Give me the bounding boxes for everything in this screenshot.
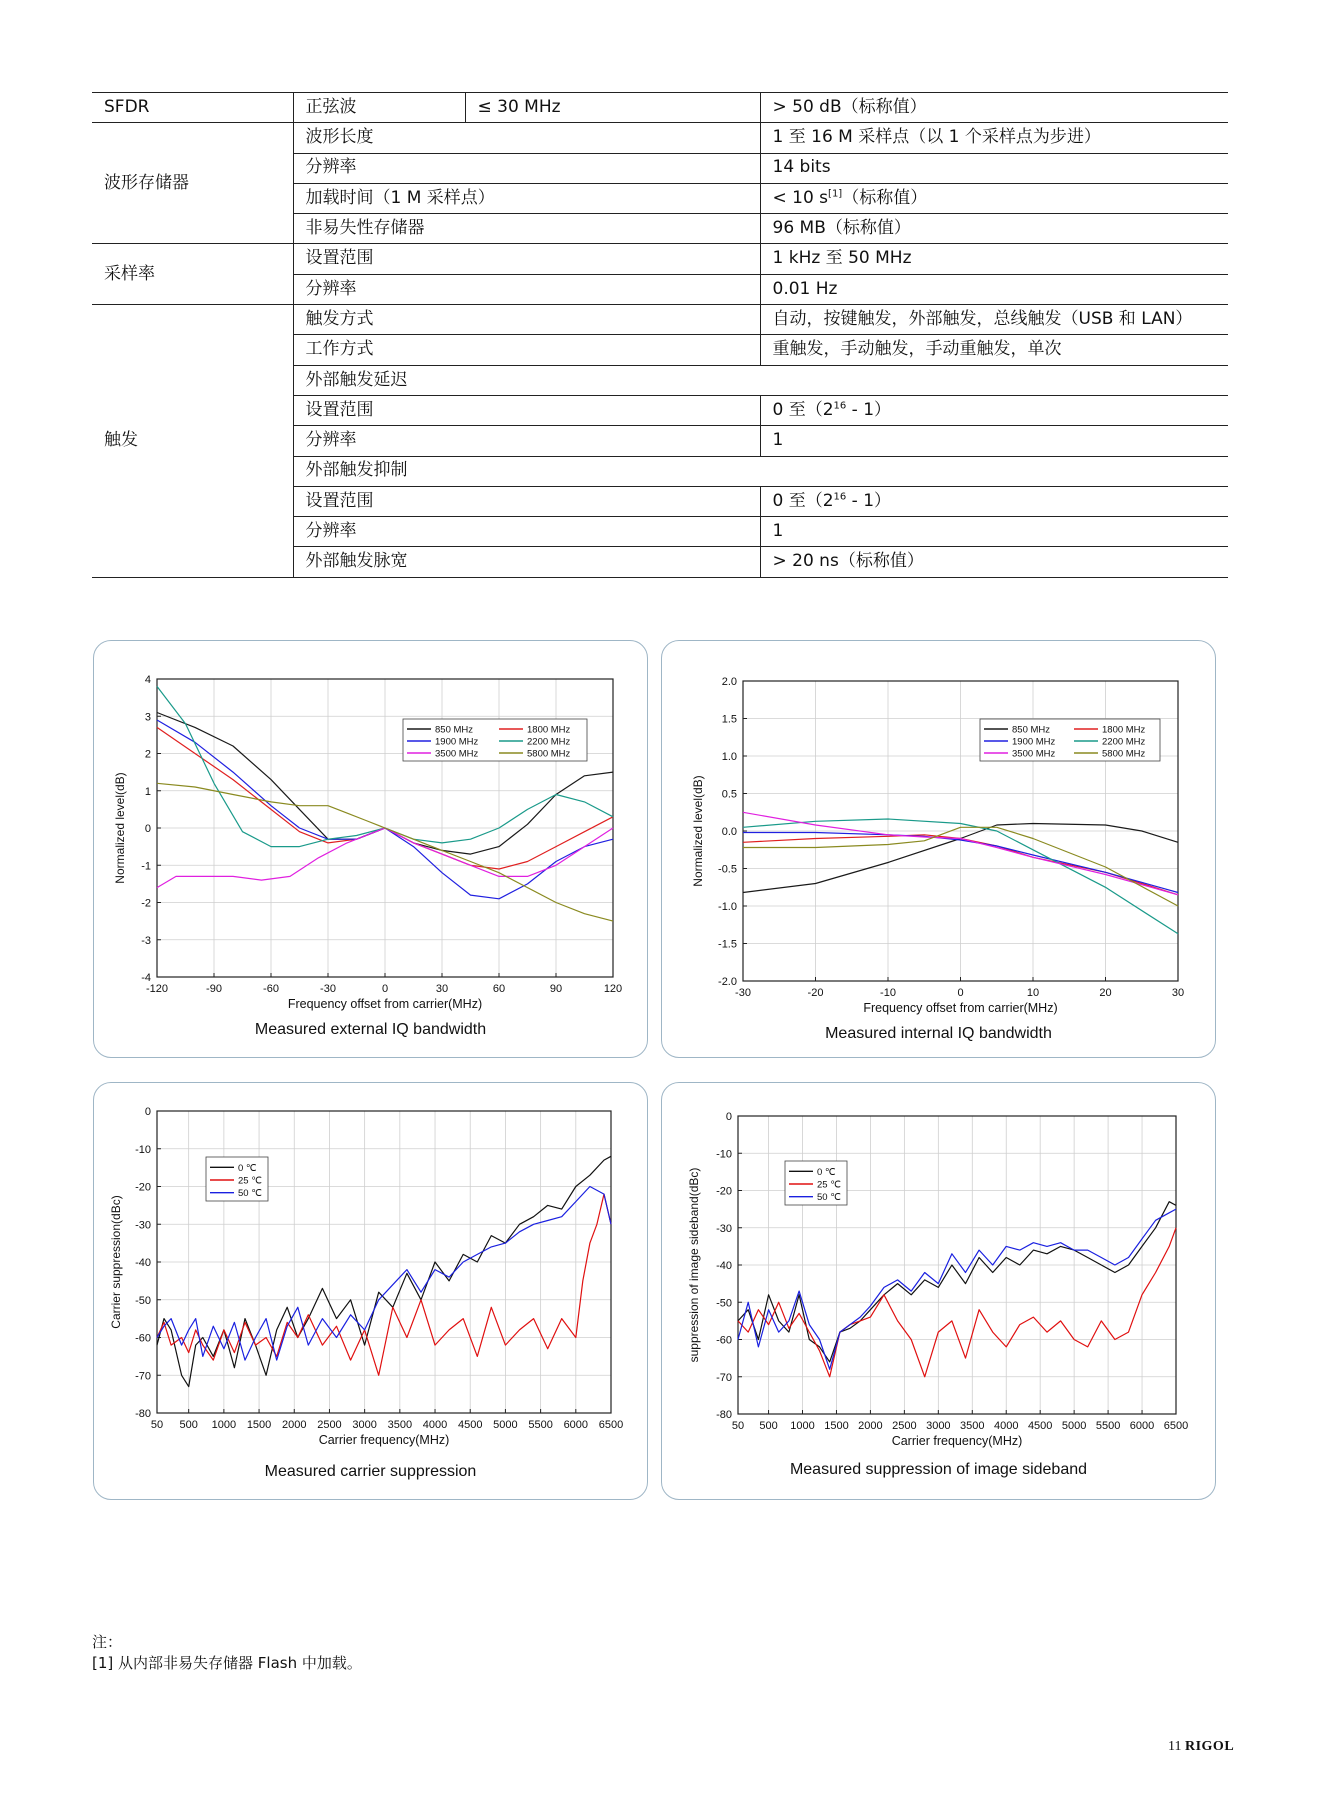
legend-label: 3500 MHz — [1012, 748, 1056, 760]
chart-title: Measured carrier suppression — [264, 1463, 477, 1480]
y-tick-label: -3 — [141, 934, 151, 947]
legend-label: 1800 MHz — [527, 724, 571, 736]
y-tick-label: -70 — [135, 1370, 151, 1383]
tick-labels — [135, 1106, 623, 1431]
value-cell: 重触发，手动触发，手动重触发，单次 — [760, 335, 1228, 365]
chart-title: Measured internal IQ bandwidth — [825, 1025, 1052, 1042]
value-suffix: - 1） — [846, 399, 892, 420]
y-tick-label: -30 — [135, 1219, 151, 1232]
x-tick-label: 4500 — [1027, 1420, 1053, 1432]
x-tick-label: 1000 — [211, 1419, 237, 1431]
value-cell: 自动，按键触发，外部触发，总线触发（USB 和 LAN） — [760, 305, 1228, 335]
x-tick-label: 6000 — [1129, 1420, 1155, 1432]
legend-label: 850 MHz — [435, 724, 474, 736]
subparam-cell: 分辨率 — [293, 517, 760, 547]
legend-label: 5800 MHz — [1102, 748, 1146, 760]
x-tick-label: 3000 — [352, 1419, 377, 1431]
x-tick-label: 4000 — [993, 1420, 1019, 1432]
chart-title: Measured suppression of image sideband — [789, 1461, 1088, 1478]
x-tick-label: 3500 — [960, 1420, 985, 1432]
value-text: < 10 s — [772, 187, 829, 208]
x-tick-label: 2500 — [892, 1420, 917, 1432]
x-tick-label: 50 — [731, 1420, 745, 1432]
legend-label: 25 ℃ — [238, 1175, 262, 1187]
x-tick-label: -90 — [206, 983, 222, 995]
x-tick-label: 0 — [381, 983, 389, 995]
x-tick-label: 5000 — [1061, 1420, 1087, 1432]
x-tick-label: 3000 — [926, 1420, 951, 1432]
value-suffix: - 1） — [846, 490, 892, 511]
value-suffix: （标称值） — [842, 187, 928, 208]
x-tick-label: 4000 — [422, 1419, 448, 1431]
x-tick-label: 1500 — [824, 1420, 849, 1432]
legend-label: 3500 MHz — [435, 748, 479, 760]
x-tick-label: 4500 — [457, 1419, 483, 1431]
value-cell: 96 MB（标称值） — [760, 214, 1228, 244]
y-tick-label: -2.0 — [718, 976, 737, 988]
x-tick-label: 20 — [1099, 987, 1112, 999]
note-title: 注： — [92, 1633, 123, 1651]
y-axis-label: Normalized level(dB) — [113, 772, 127, 884]
table-row — [92, 244, 1228, 274]
x-tick-label: -20 — [807, 987, 824, 999]
y-tick-label: -50 — [716, 1297, 732, 1310]
y-tick-label: 4 — [144, 674, 151, 686]
value-cell: > 50 dB（标称值） — [760, 93, 1228, 123]
x-axis-label: Carrier frequency(MHz) — [891, 1434, 1023, 1448]
legend-label: 0 ℃ — [817, 1166, 836, 1178]
value-text: 0 至（2 — [772, 490, 834, 511]
subparam-cell: 分辨率 — [293, 426, 760, 456]
x-tick-label: -120 — [145, 983, 169, 995]
legend-label: 50 ℃ — [238, 1188, 262, 1200]
x-tick-label: 30 — [1171, 987, 1185, 999]
y-tick-label: 0 — [144, 823, 151, 835]
y-tick-label: -1 — [141, 860, 151, 873]
y-tick-label: -60 — [135, 1332, 151, 1345]
subparam-cell: 设置范围 — [293, 395, 760, 425]
legend-label: 1800 MHz — [1102, 724, 1146, 736]
y-tick-label: 0 — [144, 1106, 151, 1118]
subparam-cell: 分辨率 — [293, 153, 760, 183]
subparam-cell: 正弦波 — [293, 93, 465, 123]
y-tick-label: 0.5 — [721, 788, 737, 801]
y-axis-label: Normalized level(dB) — [691, 775, 705, 887]
legend-label: 1900 MHz — [435, 736, 479, 748]
subparam-cell: 触发方式 — [293, 305, 760, 335]
exponent: 16 — [833, 400, 847, 412]
table-row — [92, 93, 1228, 123]
x-axis-label: Frequency offset from carrier(MHz) — [287, 997, 483, 1011]
y-tick-label: -20 — [716, 1185, 732, 1198]
subparam-cell: 加载时间（1 M 采样点） — [293, 183, 760, 213]
x-tick-label: 5500 — [528, 1419, 553, 1431]
value-cell: 1 至 16 M 采样点（以 1 个采样点为步进） — [760, 123, 1228, 153]
internal-iq-chart — [662, 641, 1217, 1059]
subparam-cell: 波形长度 — [293, 123, 760, 153]
y-tick-label: -70 — [716, 1371, 732, 1384]
legend — [403, 719, 587, 761]
x-tick-label: 6500 — [598, 1419, 624, 1431]
value-cell — [760, 395, 1228, 425]
subparam-cell: 设置范围 — [293, 486, 760, 516]
y-tick-label: -30 — [716, 1222, 732, 1235]
y-tick-label: -1.5 — [718, 938, 737, 951]
legend-label: 0 ℃ — [238, 1162, 257, 1174]
y-tick-label: -80 — [716, 1409, 732, 1421]
y-tick-label: -10 — [135, 1143, 151, 1156]
subparam-cell: 外部触发脉宽 — [293, 547, 760, 577]
x-tick-label: 3500 — [387, 1419, 413, 1431]
x-tick-label: 5500 — [1095, 1420, 1121, 1432]
y-tick-label: 2.0 — [721, 676, 737, 688]
x-tick-label: 500 — [179, 1419, 198, 1431]
legend-label: 1900 MHz — [1012, 736, 1056, 748]
legend-label: 2200 MHz — [1102, 736, 1146, 748]
x-tick-label: 1500 — [246, 1419, 272, 1431]
subparam-cell: 设置范围 — [293, 244, 760, 274]
y-axis-label: Carrier suppression(dBc) — [109, 1195, 123, 1329]
x-tick-label: 10 — [1026, 987, 1040, 999]
x-axis-label: Frequency offset from carrier(MHz) — [863, 1001, 1058, 1015]
y-tick-label: 0 — [725, 1111, 732, 1123]
y-axis-label: suppression of image sideband(dBc) — [687, 1167, 701, 1363]
x-tick-label: 5000 — [493, 1419, 518, 1431]
legend-label: 50 ℃ — [817, 1192, 841, 1204]
legend — [206, 1157, 268, 1201]
x-tick-label: 2000 — [282, 1419, 307, 1431]
subparam-cell: 工作方式 — [293, 335, 760, 365]
page-number: 11 — [1168, 1739, 1182, 1754]
y-tick-label: -60 — [716, 1334, 732, 1347]
x-tick-label: 500 — [759, 1420, 778, 1432]
x-tick-label: 6500 — [1163, 1420, 1189, 1432]
series-line — [738, 1209, 1176, 1369]
y-tick-label: 1 — [144, 785, 151, 798]
x-tick-label: 6000 — [563, 1419, 589, 1431]
x-tick-label: 2500 — [317, 1419, 342, 1431]
specifications-table — [92, 92, 1228, 578]
value-cell: 0.01 Hz — [760, 274, 1228, 304]
x-tick-label: -30 — [320, 983, 336, 995]
chart-panel-internal-iq — [661, 640, 1216, 1058]
legend — [980, 719, 1160, 761]
y-tick-label: 3 — [144, 711, 151, 724]
x-tick-label: 0 — [957, 987, 964, 999]
param-cell: 触发 — [92, 305, 293, 578]
y-tick-label: 1.0 — [721, 751, 737, 763]
x-tick-label: 50 — [150, 1419, 164, 1431]
y-tick-label: 2 — [144, 748, 151, 761]
subheading-cell: 外部触发抑制 — [293, 456, 1228, 486]
footnote-block — [92, 1632, 362, 1674]
y-tick-label: -40 — [135, 1257, 151, 1269]
legend-label: 25 ℃ — [817, 1179, 841, 1191]
table-row — [92, 123, 1228, 153]
chart-title: Measured external IQ bandwidth — [254, 1021, 487, 1038]
note-line: [1] 从内部非易失存储器 Flash 中加载。 — [92, 1654, 362, 1672]
value-cell: 14 bits — [760, 153, 1228, 183]
footnote-ref: [1] — [828, 188, 843, 200]
image-sideband-chart — [662, 1083, 1217, 1501]
x-tick-label: -30 — [735, 987, 751, 999]
x-tick-label: 60 — [492, 983, 506, 995]
subparam-cell: 分辨率 — [293, 274, 760, 304]
x-tick-label: -10 — [880, 987, 896, 999]
legend-label: 850 MHz — [1012, 724, 1051, 736]
value-cell: > 20 ns（标称值） — [760, 547, 1228, 577]
subheading-cell: 外部触发延迟 — [293, 365, 1228, 395]
y-tick-label: -1.0 — [718, 901, 737, 913]
y-tick-label: -80 — [135, 1408, 151, 1420]
brand-logo: RIGOL — [1184, 1739, 1235, 1754]
grid-lines — [157, 1111, 611, 1413]
y-tick-label: -10 — [716, 1148, 732, 1161]
chart-panel-image-sideband — [661, 1082, 1216, 1500]
chart-panel-carrier-suppression — [93, 1082, 648, 1500]
value-cell — [760, 486, 1228, 516]
x-tick-label: 120 — [603, 983, 623, 995]
y-tick-label: 1.5 — [721, 713, 737, 726]
param-cell: 采样率 — [92, 244, 293, 305]
subparam-cell: 非易失性存储器 — [293, 214, 760, 244]
condition-cell: ≤ 30 MHz — [465, 93, 760, 123]
value-cell: 1 — [760, 426, 1228, 456]
exponent: 16 — [833, 491, 847, 503]
page-footer — [1168, 1739, 1234, 1755]
legend-label: 2200 MHz — [527, 736, 571, 748]
value-cell: 1 — [760, 517, 1228, 547]
x-tick-label: 90 — [549, 983, 563, 995]
external-iq-chart — [94, 641, 649, 1059]
carrier-suppression-chart — [94, 1083, 649, 1501]
x-tick-label: 1000 — [790, 1420, 815, 1432]
y-tick-label: -4 — [141, 972, 151, 984]
x-tick-label: 2000 — [858, 1420, 883, 1432]
legend-label: 5800 MHz — [527, 748, 571, 760]
table-row — [92, 305, 1228, 335]
series-line — [738, 1202, 1176, 1362]
y-tick-label: -50 — [135, 1294, 151, 1307]
param-cell: 波形存储器 — [92, 123, 293, 244]
value-cell: 1 kHz 至 50 MHz — [760, 244, 1228, 274]
chart-panel-external-iq — [93, 640, 648, 1058]
y-tick-label: -2 — [141, 897, 151, 910]
x-axis-label: Carrier frequency(MHz) — [318, 1433, 450, 1447]
value-text: 0 至（2 — [772, 399, 834, 420]
y-tick-label: -0.5 — [718, 863, 737, 876]
x-tick-label: -60 — [263, 983, 279, 995]
param-cell: SFDR — [92, 93, 293, 123]
x-tick-label: 30 — [435, 983, 449, 995]
y-tick-label: -20 — [135, 1181, 151, 1194]
legend — [785, 1161, 847, 1205]
y-tick-label: 0.0 — [721, 826, 737, 838]
value-cell — [760, 183, 1228, 213]
y-tick-label: -40 — [716, 1260, 732, 1272]
